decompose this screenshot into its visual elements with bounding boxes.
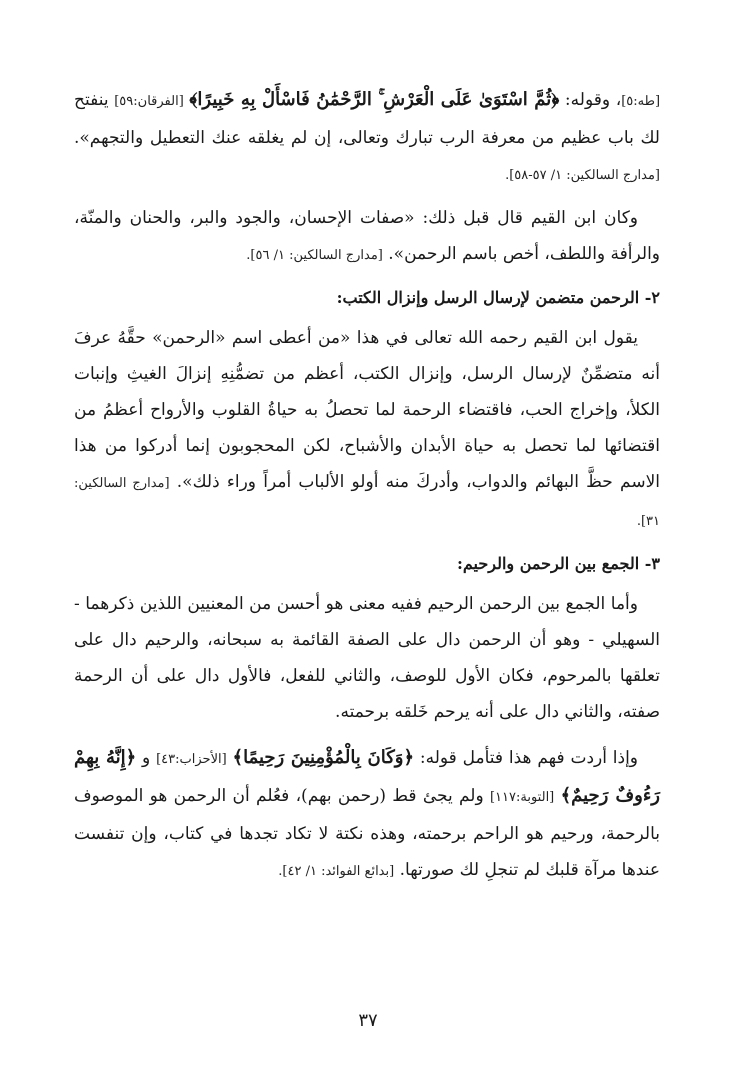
text-run: وإذا أردت فهم هذا فتأمل قوله:: [414, 748, 639, 768]
text-run: ٣- الجمع بين الرحمن والرحيم:: [456, 554, 660, 573]
paragraph: [74, 320, 660, 540]
paragraph: [74, 200, 660, 274]
quran-verse: ﴿وَكَانَ بِالْمُؤْمِنِينَ رَحِيمًا﴾: [232, 747, 415, 768]
text-run: ينفتح لك باب عظيم من معرفة الرب تبارك وتعالى، إن لم يغلقه عنك التعطيل والتجهم».: [74, 90, 660, 148]
citation: [بدائع الفوائد: ١/ ٤٢].: [278, 864, 395, 879]
section-heading: [74, 546, 660, 582]
citation: [الأحزاب:٤٣]: [156, 752, 227, 767]
citation: [مدارج السالكين: ١/ ٥٦].: [246, 248, 383, 263]
page-number: ٣٧: [358, 1010, 378, 1031]
text-run: ولم يجئ قط (رحمن بهم)، فعُلم أن الرحمن هو الموصوف بالرحمة، ورحيم هو الراحم برحمته، وهذه نكتة لا تكاد تجدها في كتاب، وإن تنفست عندها مرآة قلبك لم تنجلِ لك صورتها.: [74, 786, 660, 880]
text-run: وكان ابن القيم قال قبل ذلك: «صفات الإحسان، والجود والبر، والحنان والمنّة، والرأفة واللطف، أخص باسم الرحمن».: [74, 208, 660, 264]
text-run: و: [136, 748, 157, 768]
quran-verse: ﴿إِنَّهُ بِهِمْ رَءُوفٌ رَحِيمٌ﴾: [74, 747, 660, 806]
citation: [التوبة:١١٧]: [489, 790, 555, 805]
text-run: ٢- الرحمن متضمن لإرسال الرسل وإنزال الكتب:: [336, 288, 660, 307]
paragraph: [74, 82, 660, 194]
citation: [طه:٥]: [621, 94, 661, 109]
paragraph: [74, 740, 660, 890]
text-run: ، وقوله:: [559, 90, 622, 110]
citation: [الفرقان:٥٩]: [114, 94, 184, 109]
text-run: يقول ابن القيم رحمه الله تعالى في هذا «من أعطى اسم «الرحمن» حقَّهُ عرفَ أنه متضمِّنٌ لإرسال الرسل، وإنزال الكتب، أعظم من تضمُّنِهِ إنزالَ الغيثِ وإنبات الكلأ، وإخراج الحب، فاقتضاء الرحمة لما تحصلُ به حياةُ القلوب والأرواح أعظمُ من اقتضائها لما تحصل به حياة الأبدان والأشباح، لكن المحجوبون إنما أدركوا من هذا الاسم حظَّ البهائم والدواب، وأدركَ منه أولو الألباب أمراً وراء ذلك».: [74, 328, 660, 492]
citation: [مدارج السالكين: ٣١].: [74, 476, 660, 529]
section-heading: [74, 280, 660, 316]
page-body: [74, 82, 660, 896]
quran-verse: ﴿ثُمَّ اسْتَوَىٰ عَلَى الْعَرْشِ ۚ الرَّحْمَٰنُ فَاسْأَلْ بِهِ خَبِيرًا﴾: [189, 89, 560, 110]
citation: [مدارج السالكين: ١/ ٥٧-٥٨].: [505, 168, 660, 183]
text-run: وأما الجمع بين الرحمن الرحيم ففيه معنى هو أحسن من المعنيين اللذين ذكرهما - السهيلي - وهو أن الرحمن دال على الصفة القائمة به سبحانه، والرحيم دال على تعلقها بالمرحوم، فكان الأول للوصف، والثاني للفعل، فالأول دال على أن الرحمة صفته، والثاني دال على أنه يرحم خَلقه برحمته.: [74, 594, 660, 722]
paragraph: [74, 586, 660, 730]
